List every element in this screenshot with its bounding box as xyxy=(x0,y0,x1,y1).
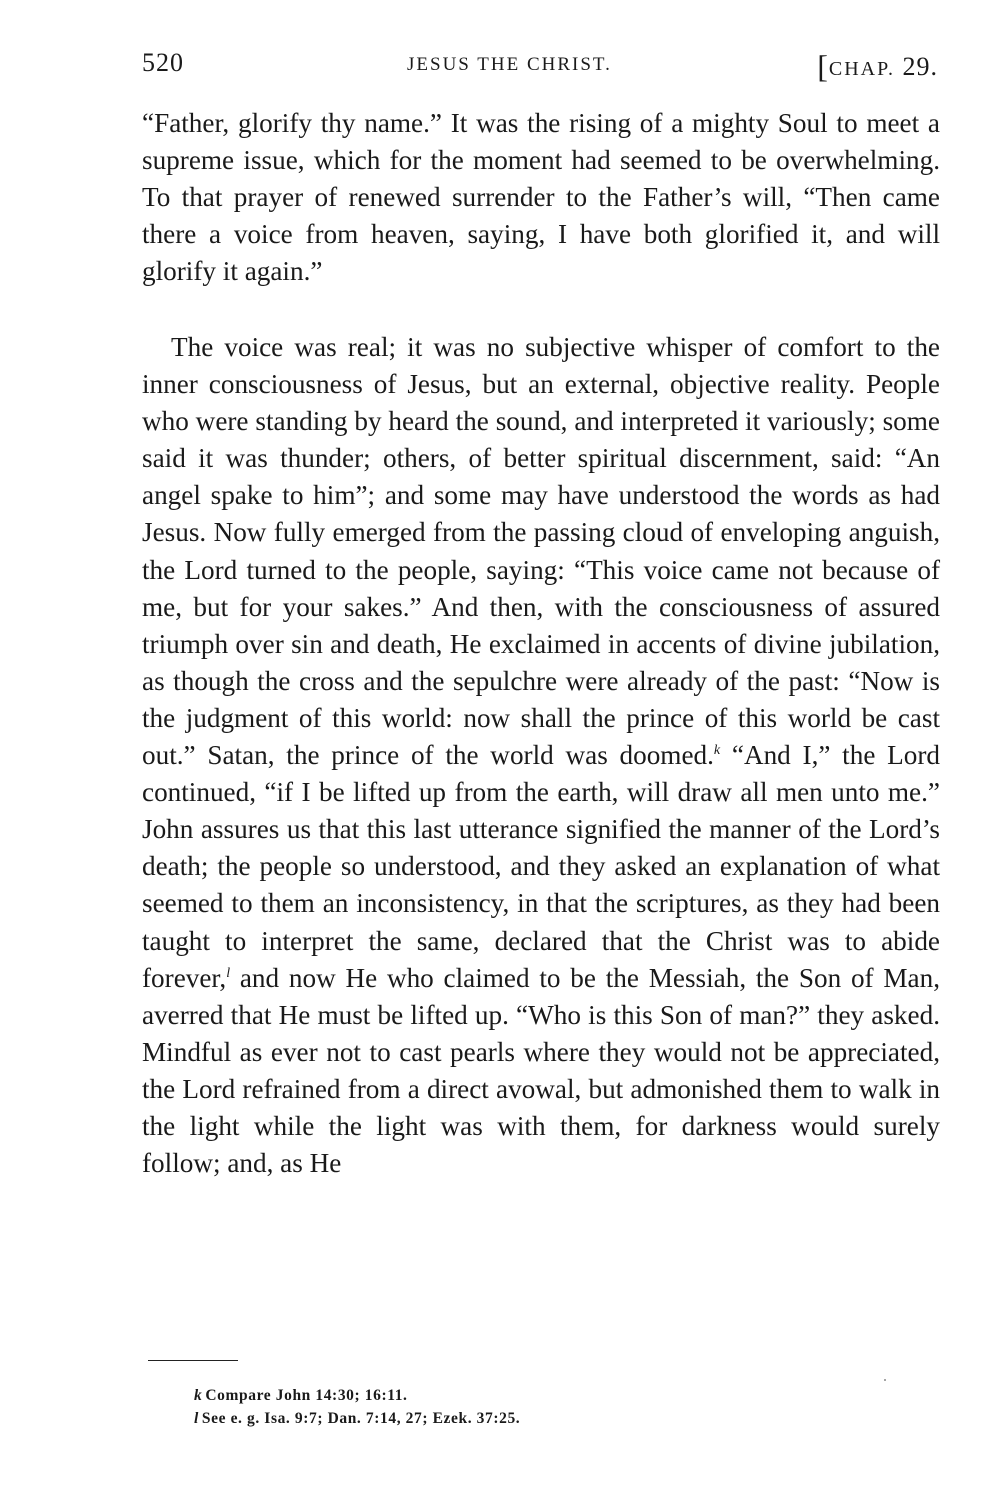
paper-speck xyxy=(884,1379,886,1381)
footnote-text: Compare John 14:30; 16:11. xyxy=(205,1387,408,1404)
chapter-number: 29. xyxy=(902,52,938,81)
book-title: JESUS THE CHRIST. xyxy=(407,54,612,75)
footnote-item xyxy=(194,1384,520,1407)
footnote-item xyxy=(194,1407,520,1430)
footnote-ref-l: l xyxy=(226,965,231,981)
page-number: 520 xyxy=(142,48,184,77)
paragraph-2 xyxy=(142,329,940,1182)
chapter-bracket: [ xyxy=(817,48,829,84)
chapter-word: CHAP. xyxy=(828,58,895,80)
footnote-divider xyxy=(148,1360,238,1361)
footnotes xyxy=(194,1384,520,1430)
footnote-mark: l xyxy=(194,1410,199,1427)
paragraph-2-text-1: The voice was real; it was no subjective whisper of comfort to the inner consciousness of Jesus, but an external, objective reality. People who were standing by heard the sound, and interpreted it variously; some said it was thunder; others, of better spiritual discernment, said: “An angel spake to him”; and some may have understood the words as had Jesus. Now fully emerged from the passing cloud of enveloping anguish, the Lord turned to the people, saying: “This voice came not because of me, but for your sakes.” And then, with the consciousness of assured triumph over sin and death, He exclaimed in accents of divine jubilation, as though the cross and the sepulchre were already of the past: “Now is the judgment of this world: now shall the prince of this world be cast out.” Satan, the prince of the world was doomed. xyxy=(142,332,940,771)
chapter-label xyxy=(817,48,938,85)
paragraph-2-text-3: and now He who claimed to be the Messiah, the Son of Man, averred that He must be lifted up. “Who is this Son of man?” they asked. Mindful as ever not to cast pearls where they would not be appreciated, the Lord refrained from a direct avowal, but admonished them to walk in the light while the light was with them, for darkness would surely follow; and, as He xyxy=(142,962,940,1179)
paragraph-1: “Father, glorify thy name.” It was the rising of a mighty Soul to meet a supreme issue, which for the moment had seemed to be overwhelming. To that prayer of renewed surrender to the Father’s will, “Then came there a voice from heaven, saying, I have both glorified it, and will glorify it again.” xyxy=(142,108,940,287)
running-head xyxy=(142,48,942,88)
body-text xyxy=(142,105,940,1182)
footnote-ref-k: k xyxy=(713,743,721,759)
footnote-text: See e. g. Isa. 9:7; Dan. 7:14, 27; Ezek. 37:25. xyxy=(201,1410,521,1427)
paragraph-2-text-2: “And I,” the Lord continued, “if I be lifted up from the earth, will draw all men unto me.” John assures us that this last utterance signified the manner of the Lord’s death; the people so understood, and they asked an explanation of what seemed to them an inconsistency, in that the scriptures, as they had been taught to interpret the same, declared that the Christ was to abide forever, xyxy=(142,740,940,993)
footnote-mark: k xyxy=(194,1387,203,1404)
